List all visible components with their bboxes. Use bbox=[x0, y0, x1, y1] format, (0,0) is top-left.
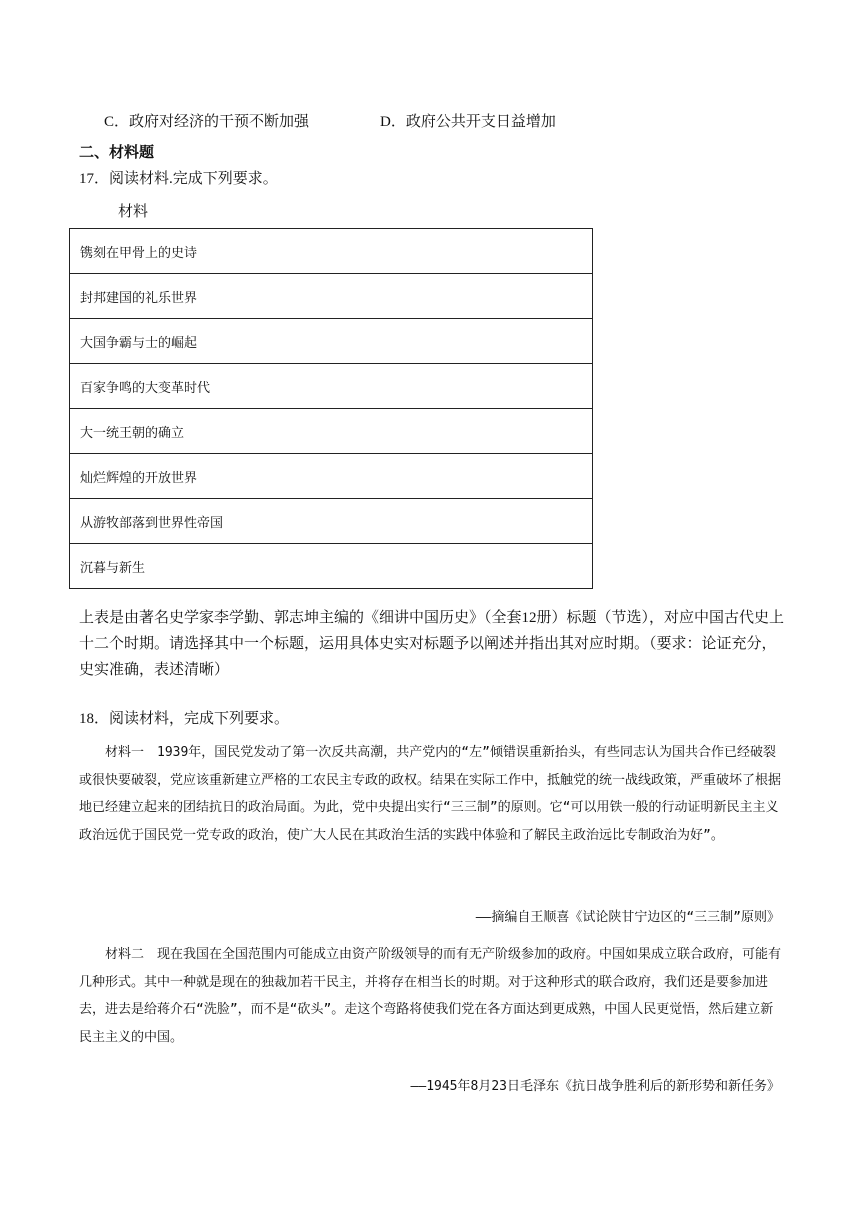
table-cell: 大国争霸与士的崛起 bbox=[70, 319, 593, 364]
question-17-prompt: 上表是由著名史学家李学勤、郭志坤主编的《细讲中国历史》（全套12册）标题（节选），对应中国古代史上十二个时期。请选择其中一个标题，运用具体史实对标题予以阐述并指出其对应时期。（要求：论证充分，史实准确，表述清晰） bbox=[79, 610, 785, 678]
table-cell: 大一统王朝的确立 bbox=[70, 409, 593, 454]
option-c: C．政府对经济的干预不断加强 bbox=[104, 114, 310, 130]
section-title: 二、材料题 bbox=[79, 145, 155, 161]
material-one: 材料一 1939年，国民党发动了第一次反共高潮，共产党内的“左”倾错误重新抬头，有些同志认为国共合作已经破裂或很快要破裂，党应该重新建立严格的工农民主专政的政权。结果在实际工作中，抵触党的统一战线政策，严重破坏了根据地已经建立起来的团结抗日的政治局面。为此，党中央提出实行“三三制”的原则。它“可以用铁一般的行动证明新民主主义政治远优于国民党一党专政的政治，使广大人民在其政治生活的实践中体验和了解民主政治远比专制政治为好”。 bbox=[79, 745, 782, 843]
table-row bbox=[70, 499, 593, 544]
table-row bbox=[70, 544, 593, 589]
option-d: D．政府公共开支日益增加 bbox=[380, 114, 556, 130]
question-18-stem: 18．阅读材料，完成下列要求。 bbox=[79, 711, 290, 727]
table-row bbox=[70, 454, 593, 499]
table-cell: 镌刻在甲骨上的史诗 bbox=[70, 229, 593, 274]
table-row bbox=[70, 229, 593, 274]
table-cell: 封邦建国的礼乐世界 bbox=[70, 274, 593, 319]
table-row bbox=[70, 409, 593, 454]
question-17-stem: 17．阅读材料.完成下列要求。 bbox=[79, 171, 278, 187]
table-cell: 从游牧部落到世界性帝国 bbox=[70, 499, 593, 544]
material-label: 材料 bbox=[118, 204, 149, 220]
table-cell: 灿烂辉煌的开放世界 bbox=[70, 454, 593, 499]
material-two: 材料二 现在我国在全国范围内可能成立由资产阶级领导的而有无产阶级参加的政府。中国如果成立联合政府，可能有几种形式。其中一种就是现在的独裁加若干民主，并将存在相当长的时期。对于这种形式的联合政府，我们还是要参加进去，进去是给蒋介石“洗脸”，而不是“砍头”。走这个弯路将使我们党在各方面达到更成熟，中国人民更觉悟，然后建立新民主主义的中国。 bbox=[79, 947, 782, 1045]
table-cell: 百家争鸣的大变革时代 bbox=[70, 364, 593, 409]
table-row bbox=[70, 319, 593, 364]
material-two-source: ——1945年8月23日毛泽东《抗日战争胜利后的新形势和新任务》 bbox=[410, 1079, 780, 1094]
title-table bbox=[69, 228, 593, 589]
table-row bbox=[70, 364, 593, 409]
table-cell: 沉暮与新生 bbox=[70, 544, 593, 589]
material-one-source: ——摘编自王顺喜《试论陕甘宁边区的“三三制”原则》 bbox=[475, 910, 780, 925]
table-row bbox=[70, 274, 593, 319]
